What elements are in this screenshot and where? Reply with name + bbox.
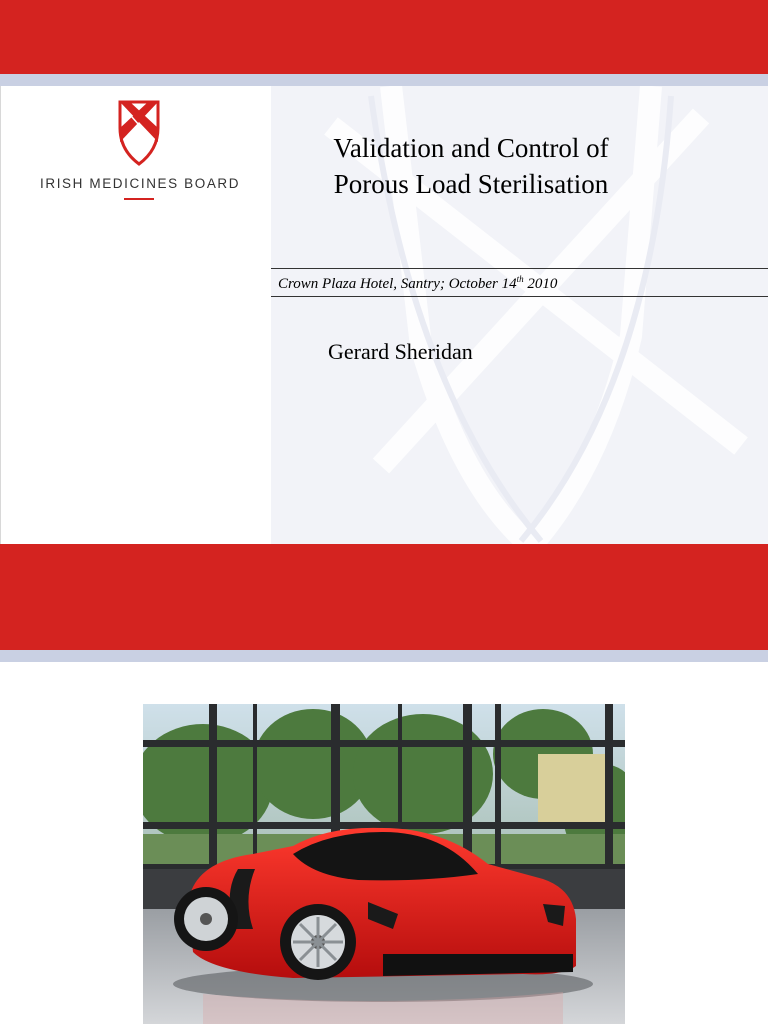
venue-text: Crown Plaza Hotel, Santry; October 14 [278, 276, 517, 292]
top-blue-strip [0, 74, 768, 86]
logo-underline [124, 198, 154, 200]
bottom-blue-strip [0, 650, 768, 662]
imb-logo [40, 98, 240, 208]
bottom-red-band [0, 544, 768, 650]
title-line-2: Porous Load Sterilisation [333, 169, 609, 199]
title-line-1: Validation and Control of [333, 133, 609, 163]
date-ordinal: th [516, 274, 524, 284]
red-sports-car-photo [143, 704, 625, 1024]
author-name: Gerard Sheridan [328, 339, 473, 364]
top-red-band [0, 0, 768, 74]
venue-year: 2010 [523, 276, 558, 292]
imb-shield-icon [118, 98, 160, 166]
org-name: IRISH MEDICINES BOARD [40, 176, 241, 191]
divider-top [271, 268, 768, 269]
venue-date [278, 274, 557, 293]
presentation-title [271, 130, 671, 202]
divider-bottom [271, 296, 768, 297]
